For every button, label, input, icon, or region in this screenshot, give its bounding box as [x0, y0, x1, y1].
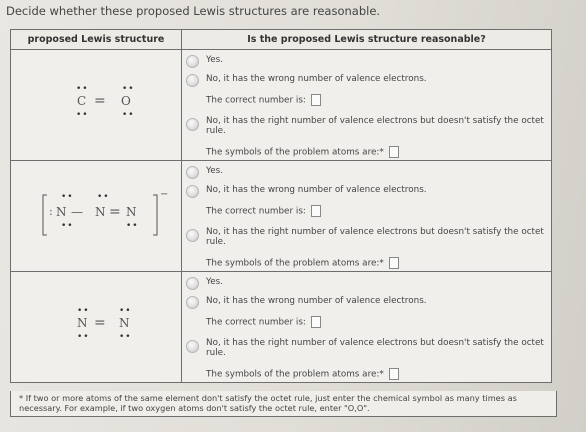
lone-pair-dots: •• — [122, 84, 135, 94]
footnote: * If two or more atoms of the same element don't satisfy the octet rule, just enter the chemical symbol as many times as necessary. For example, if two oxygen atoms don't satisfy the octet rule, enter "O,O". — [10, 391, 557, 417]
atom-c: C — [77, 94, 87, 108]
lone-pair-dots: •• — [122, 110, 135, 120]
table-row — [11, 50, 552, 161]
symbols-input[interactable] — [389, 257, 399, 269]
question-prompt: Decide whether these proposed Lewis structures are reasonable. — [6, 4, 381, 18]
label-correct-number: The correct number is: — [206, 95, 306, 106]
lone-pair-colon: : — [49, 205, 53, 218]
lone-pair-dots: •• — [119, 306, 132, 316]
option-yes: Yes. — [206, 55, 223, 65]
structure-co — [11, 50, 182, 161]
radio-wrong-valence[interactable] — [186, 296, 199, 309]
option-yes: Yes. — [206, 166, 223, 176]
table-row — [11, 161, 552, 272]
radio-yes[interactable] — [186, 166, 199, 179]
answer-cell-3 — [182, 272, 552, 383]
atom-n2: N — [119, 316, 130, 330]
atom-n1: N — [77, 316, 88, 330]
correct-number-input[interactable] — [311, 205, 321, 217]
label-correct-number: The correct number is: — [206, 206, 306, 217]
lone-pair-dots: •• — [97, 192, 110, 202]
symbols-input[interactable] — [389, 368, 399, 380]
header-proposed-structure: proposed Lewis structure — [11, 30, 182, 50]
option-octet: No, it has the right number of valence electrons but doesn't satisfy the octet rule. — [206, 227, 544, 247]
answer-cell-2 — [182, 161, 552, 272]
single-bond: — — [71, 205, 83, 219]
label-symbols: The symbols of the problem atoms are:* — [206, 369, 384, 380]
structure-nn — [11, 272, 182, 383]
lone-pair-dots: •• — [119, 332, 132, 342]
option-wrong-valence: No, it has the wrong number of valence electrons. — [206, 74, 427, 84]
lone-pair-dots: •• — [76, 84, 89, 94]
radio-octet[interactable] — [186, 340, 199, 353]
header-reasonable: Is the proposed Lewis structure reasonable? — [182, 30, 552, 50]
correct-number-input[interactable] — [311, 94, 321, 106]
option-octet: No, it has the right number of valence electrons but doesn't satisfy the octet rule. — [206, 116, 544, 136]
double-bond: = — [94, 93, 106, 109]
label-symbols: The symbols of the problem atoms are:* — [206, 147, 384, 158]
lone-pair-dots: •• — [61, 192, 74, 202]
symbols-input[interactable] — [389, 146, 399, 158]
option-yes: Yes. — [206, 277, 223, 287]
label-symbols: The symbols of the problem atoms are:* — [206, 258, 384, 269]
radio-yes[interactable] — [186, 277, 199, 290]
option-octet: No, it has the right number of valence electrons but doesn't satisfy the octet rule. — [206, 338, 544, 358]
radio-wrong-valence[interactable] — [186, 74, 199, 87]
label-correct-number: The correct number is: — [206, 317, 306, 328]
radio-yes[interactable] — [186, 55, 199, 68]
lewis-structure-table — [10, 29, 552, 383]
correct-number-input[interactable] — [311, 316, 321, 328]
option-wrong-valence: No, it has the wrong number of valence electrons. — [206, 296, 427, 306]
lone-pair-dots: •• — [76, 110, 89, 120]
atom-n1: N — [56, 205, 67, 219]
lone-pair-dots: •• — [61, 221, 74, 231]
radio-octet[interactable] — [186, 118, 199, 131]
atom-n3: N — [126, 205, 137, 219]
atom-o: O — [121, 94, 131, 108]
option-wrong-valence: No, it has the wrong number of valence electrons. — [206, 185, 427, 195]
answer-cell-1 — [182, 50, 552, 161]
lone-pair-dots: •• — [126, 221, 139, 231]
atom-n2: N — [95, 205, 106, 219]
radio-wrong-valence[interactable] — [186, 185, 199, 198]
double-bond: = — [109, 204, 121, 220]
charge-minus: − — [160, 189, 169, 200]
structure-nnn — [11, 161, 182, 272]
lone-pair-dots: •• — [77, 332, 90, 342]
table-row — [11, 272, 552, 383]
radio-octet[interactable] — [186, 229, 199, 242]
lone-pair-dots: •• — [77, 306, 90, 316]
double-bond: = — [94, 315, 106, 331]
